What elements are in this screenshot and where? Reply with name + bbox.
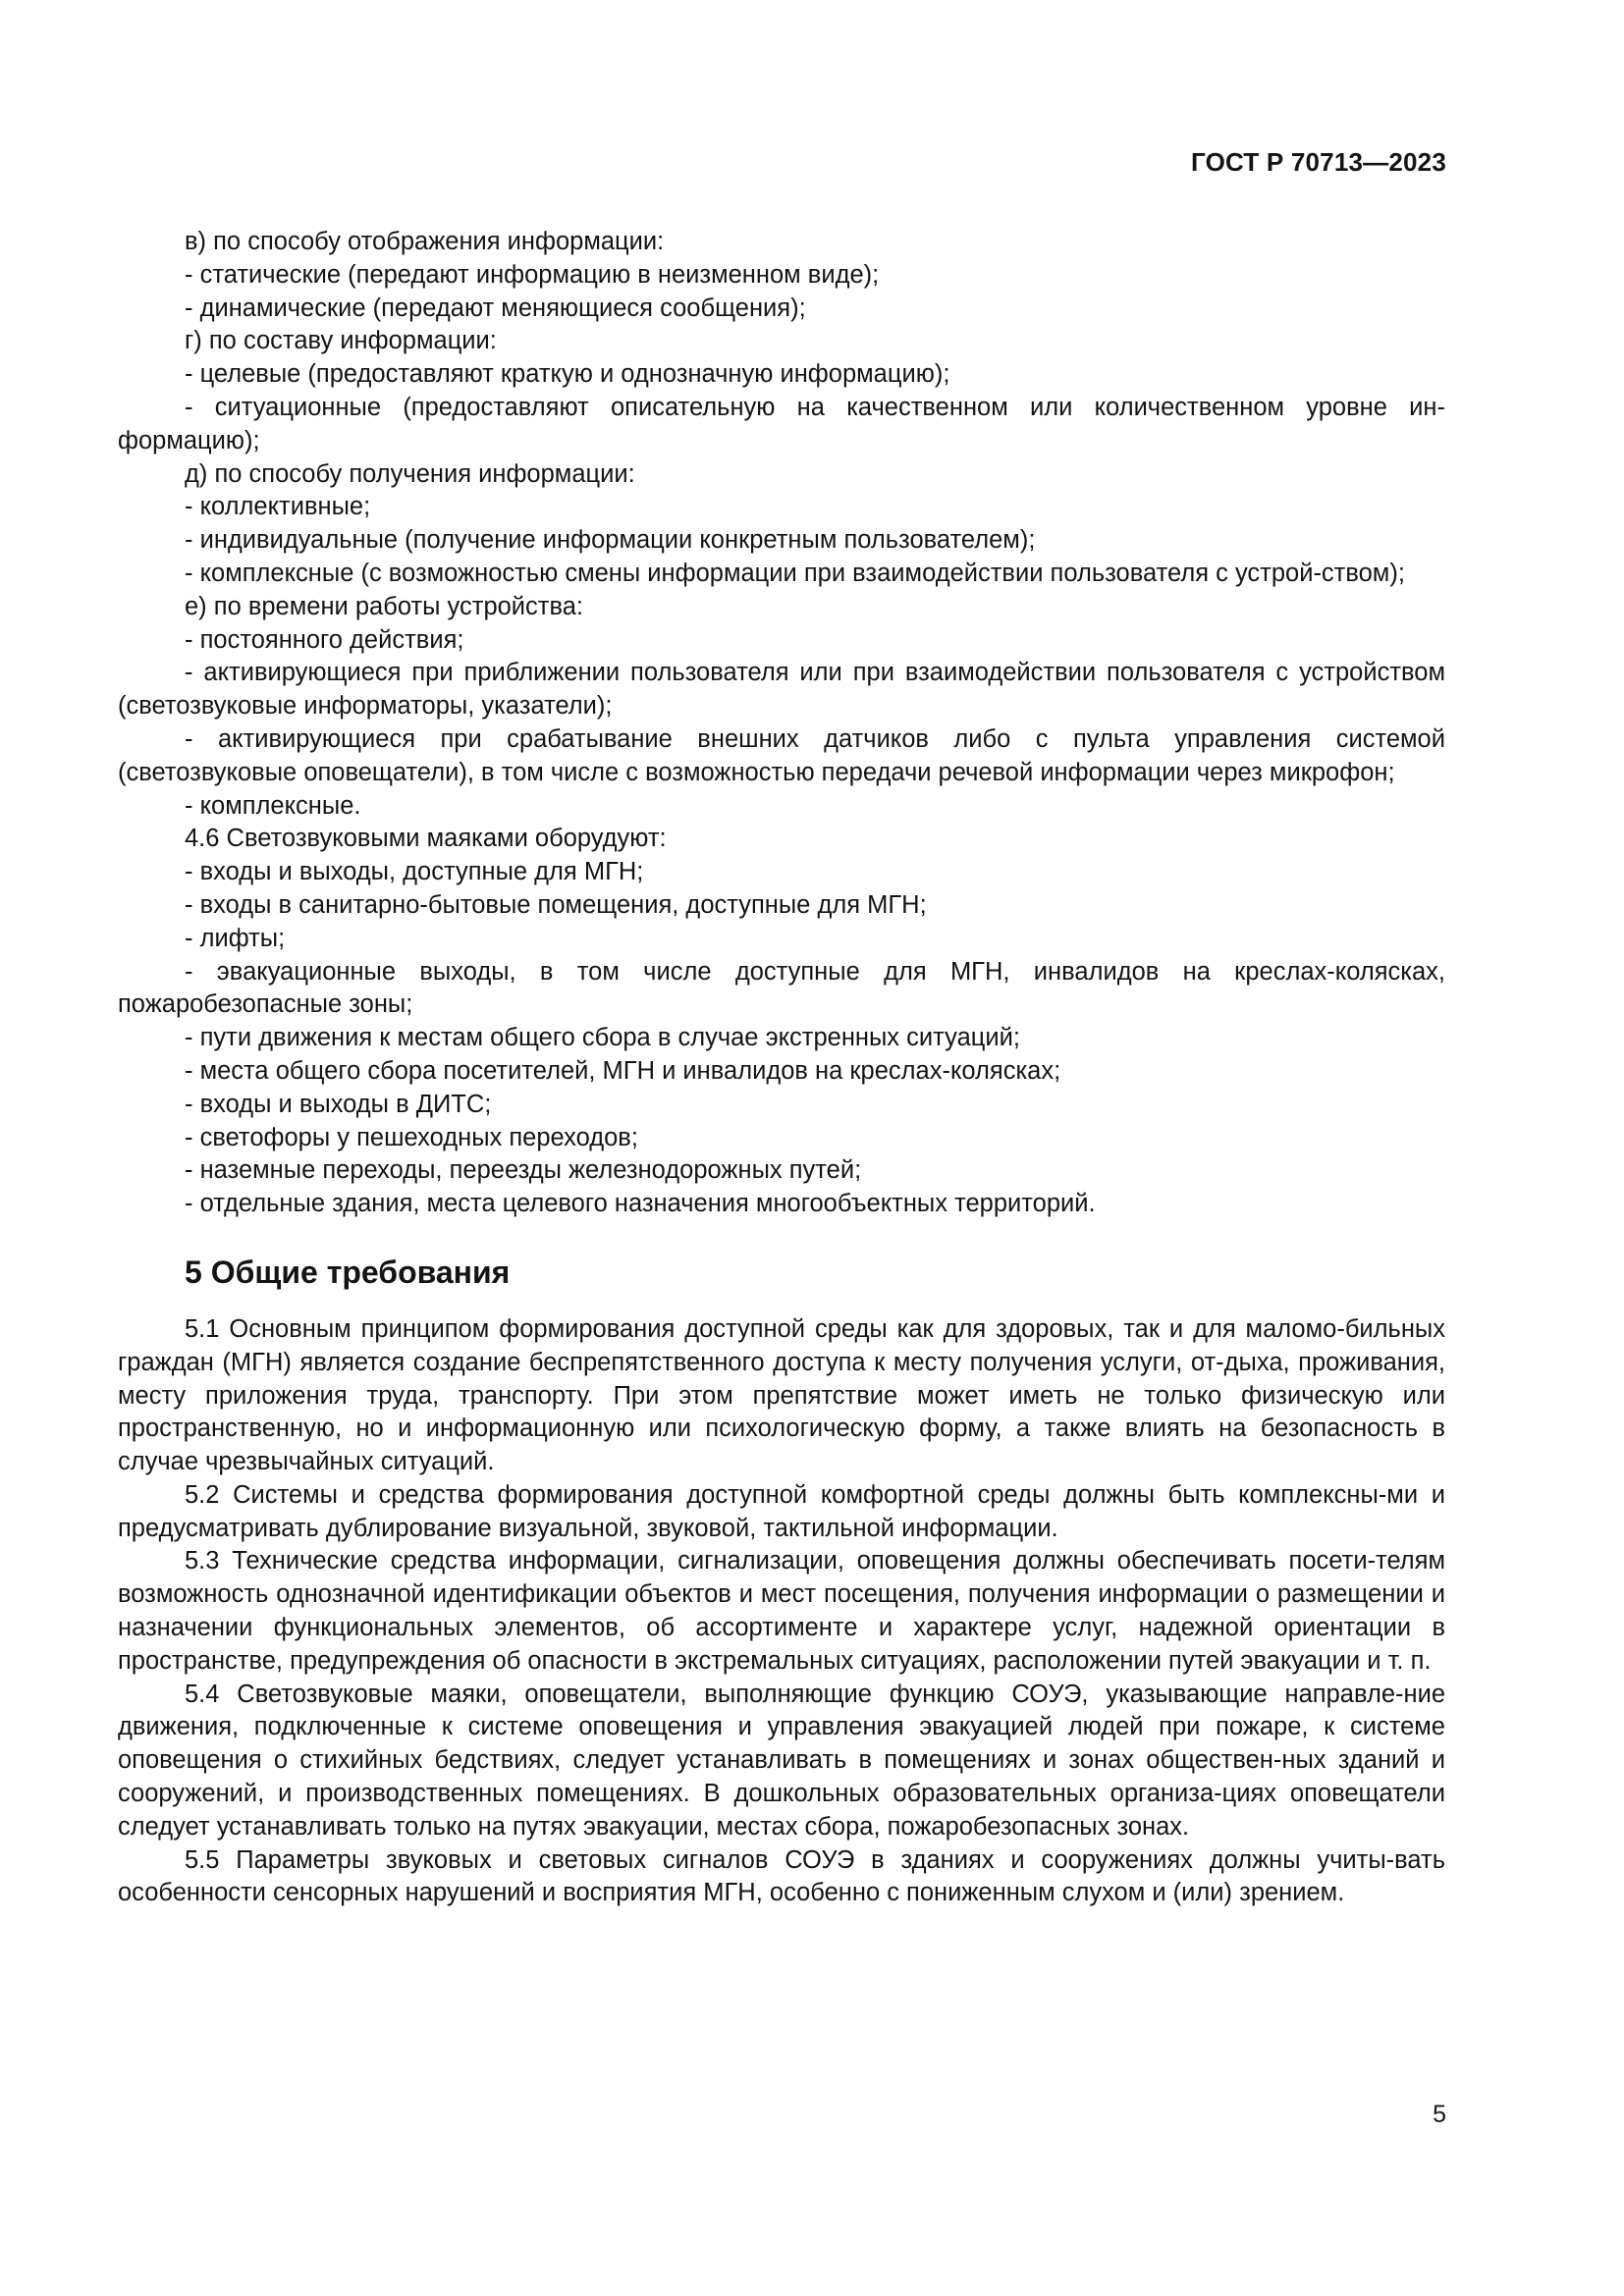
list-item: - целевые (предоставляют краткую и однозначную информацию); (185, 360, 950, 389)
clause-5-4: 5.4 Светозвуковые маяки, оповещатели, выполняющие функцию СОУЭ, указывающие направле-ние движения, подключенные к системе оповещения и управления эвакуацией людей при пожаре, к системе оповещения о стихийных бедствиях, следует устанавливать в помещениях и зонах обществен-ных зданий и сооружений, и производственных помещениях. В дошкольных образовательных организа-циях оповещатели следует устанавливать только на путях эвакуации, местах сбора, пожаробезопасных зонах. (118, 1680, 1445, 1841)
list-item: - отдельные здания, места целевого назначения многообъектных территорий. (185, 1190, 1096, 1218)
list-item: - светофоры у пешеходных переходов; (185, 1123, 638, 1151)
clause-5-5: 5.5 Параметры звуковых и световых сигналов СОУЭ в зданиях и сооружениях должны учиты-вать особенности сенсорных нарушений и восприятия МГН, особенно с пониженным слухом и (или) зрением. (118, 1845, 1445, 1907)
list-item: - активирующиеся при срабатывание внешних датчиков либо с пульта управления системой (светозвуковые оповещатели), в том числе с возможностью передачи речевой информации через микрофон; (118, 724, 1445, 786)
list-item: - входы в санитарно-бытовые помещения, доступные для МГН; (185, 890, 927, 919)
list-item: е) по времени работы устройства: (185, 592, 584, 620)
list-item: - эвакуационные выходы, в том числе доступные для МГН, инвалидов на креслах-колясках, пожаробезопасные зоны; (118, 957, 1445, 1019)
clause-5-1: 5.1 Основным принципом формирования доступной среды как для здоровых, так и для маломо-бильных граждан (МГН) является создание беспрепятственного доступа к месту получения услуги, от-дыха, проживания, месту приложения труда, транспорту. При этом препятствие может иметь не только физическую или пространственную, но и информационную или психологическую форму, а также влиять на безопасность в случае чрезвычайных ситуаций. (118, 1314, 1445, 1476)
section-5-body (118, 1313, 1445, 1910)
clause-4-6: 4.6 Светозвуковыми маяками оборудуют: (185, 825, 667, 853)
list-item: - коллективные; (185, 493, 371, 521)
list-item: - пути движения к местам общего сбора в случае экстренных ситуаций; (185, 1024, 1020, 1052)
list-item: - динамические (передают меняющиеся сообщения); (185, 294, 806, 322)
list-item: - статические (передают информацию в неизменном виде); (185, 260, 880, 289)
list-item: - входы и выходы в ДИТС; (185, 1090, 492, 1118)
list-item: в) по способу отображения информации: (185, 228, 665, 255)
list-item: - ситуационные (предоставляют описательную на качественном или количественном уровне ин-формацию); (118, 393, 1445, 454)
document-number-header: ГОСТ Р 70713—2023 (1191, 147, 1446, 177)
clause-5-2: 5.2 Системы и средства формирования доступной комфортной среды должны быть комплексны-ми и предусматривать дублирование визуальной, звуковой, тактильной информации. (118, 1480, 1445, 1542)
list-item: - места общего сбора посетителей, МГН и инвалидов на креслах-колясках; (185, 1056, 1061, 1085)
page-number: 5 (1433, 2101, 1446, 2128)
list-item: - комплексные. (185, 791, 361, 820)
list-item: - входы и выходы, доступные для МГН; (185, 858, 644, 886)
list-item: г) по составу информации: (185, 327, 497, 355)
page-content (118, 226, 1445, 1910)
clause-5-3: 5.3 Технические средства информации, сигнализации, оповещения должны обеспечивать посети-телям возможность однозначной идентификации объектов и мест посещения, получения информации о размещении и назначении функциональных элементов, об ассортименте и характере услуг, надежной ориентации в пространстве, предупреждения об опасности в экстремальных ситуациях, расположении путей эвакуации и т. п. (118, 1547, 1445, 1675)
list-item: - наземные переходы, переезды железнодорожных путей; (185, 1156, 862, 1185)
list-item: д) по способу получения информации: (185, 459, 635, 488)
section-4-list (118, 226, 1445, 1221)
section-5-heading: 5 Общие требования (185, 1254, 511, 1290)
list-item: - индивидуальные (получение информации конкретным пользователем); (185, 526, 1036, 555)
list-item: - активирующиеся при приближении пользователя или при взаимодействии пользователя с устройством (светозвуковые информаторы, указатели); (118, 659, 1445, 721)
list-item: - комплексные (с возможностью смены информации при взаимодействии пользователя с устрой-ством); (185, 559, 1405, 587)
list-item: - постоянного действия; (185, 625, 464, 654)
list-item: - лифты; (185, 924, 286, 952)
